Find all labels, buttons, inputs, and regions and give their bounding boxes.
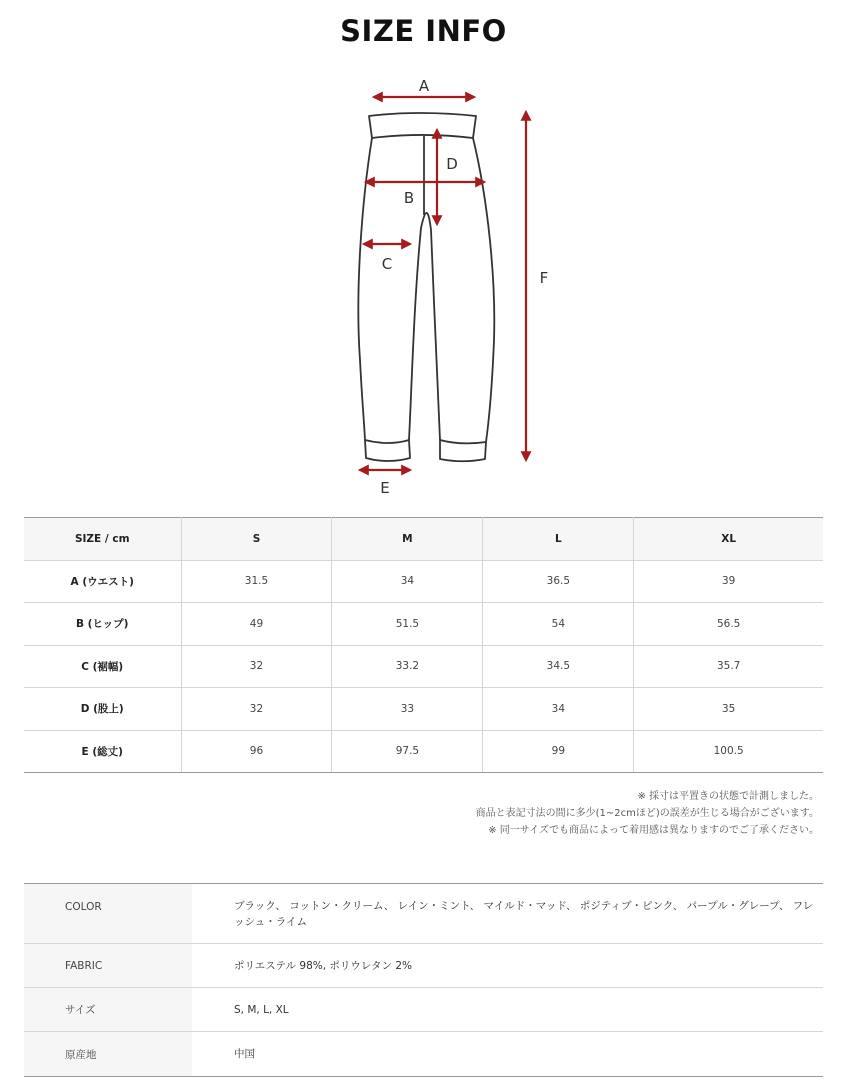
header-m: M	[332, 518, 483, 561]
info-value: ポリエステル 98%, ポリウレタン 2%	[192, 944, 823, 988]
size-table	[24, 517, 823, 773]
info-row-color	[24, 884, 823, 944]
pants-outline	[358, 113, 494, 461]
cell-value: 32	[181, 688, 332, 731]
info-value: ブラック、 コットン・クリーム、 レイン・ミント、 マイルド・マッド、 ポジティブ・ピンク、 パープル・グレープ、 フレッシュ・ライム	[192, 884, 823, 944]
header-size-cm: SIZE / cm	[24, 518, 181, 561]
cell-value: 56.5	[634, 603, 823, 646]
header-l: L	[483, 518, 634, 561]
measurement-arrows	[360, 97, 526, 470]
note-line: ※ 同一サイズでも商品によって着用感は異なりますのでご了承ください。	[488, 825, 819, 836]
cell-value: 97.5	[332, 730, 483, 773]
info-label: 原産地	[24, 1032, 192, 1077]
row-label: A (ウエスト)	[24, 560, 181, 603]
cell-value: 49	[181, 603, 332, 646]
row-label: E (総丈)	[24, 730, 181, 773]
table-row	[24, 603, 823, 646]
table-row	[24, 560, 823, 603]
cell-value: 33.2	[332, 645, 483, 688]
info-label: COLOR	[24, 884, 192, 944]
cell-value: 54	[483, 603, 634, 646]
cell-value: 39	[634, 560, 823, 603]
measurement-notes	[476, 788, 819, 839]
info-row-size	[24, 988, 823, 1032]
label-c: C	[381, 255, 393, 273]
cell-value: 31.5	[181, 560, 332, 603]
info-row-origin	[24, 1032, 823, 1077]
cell-value: 33	[332, 688, 483, 731]
cell-value: 51.5	[332, 603, 483, 646]
table-row	[24, 645, 823, 688]
size-table-header-row	[24, 518, 823, 561]
info-value: 中国	[192, 1032, 823, 1077]
page-title: SIZE INFO	[340, 14, 507, 48]
note-line: 商品と表記寸法の間に多少(1~2cmほど)の誤差が生じる場合がございます。	[475, 808, 819, 819]
cell-value: 96	[181, 730, 332, 773]
table-row	[24, 688, 823, 731]
label-b: B	[403, 189, 415, 207]
header-s: S	[181, 518, 332, 561]
label-e: E	[380, 479, 390, 497]
info-label: サイズ	[24, 988, 192, 1032]
table-row	[24, 730, 823, 773]
cell-value: 35	[634, 688, 823, 731]
label-f: F	[539, 269, 549, 287]
info-row-fabric	[24, 944, 823, 988]
row-label: C (裾幅)	[24, 645, 181, 688]
pants-measurement-diagram	[300, 60, 600, 505]
cell-value: 100.5	[634, 730, 823, 773]
header-xl: XL	[634, 518, 823, 561]
cell-value: 99	[483, 730, 634, 773]
cell-value: 35.7	[634, 645, 823, 688]
product-info-table	[24, 883, 823, 1077]
note-line: ※ 採寸は平置きの状態で計測しました。	[637, 791, 819, 802]
info-label: FABRIC	[24, 944, 192, 988]
info-value: S, M, L, XL	[192, 988, 823, 1032]
label-a: A	[418, 77, 430, 95]
cell-value: 34	[483, 688, 634, 731]
label-d: D	[446, 155, 458, 173]
cell-value: 34.5	[483, 645, 634, 688]
cell-value: 34	[332, 560, 483, 603]
row-label: D (股上)	[24, 688, 181, 731]
row-label: B (ヒップ)	[24, 603, 181, 646]
cell-value: 36.5	[483, 560, 634, 603]
cell-value: 32	[181, 645, 332, 688]
